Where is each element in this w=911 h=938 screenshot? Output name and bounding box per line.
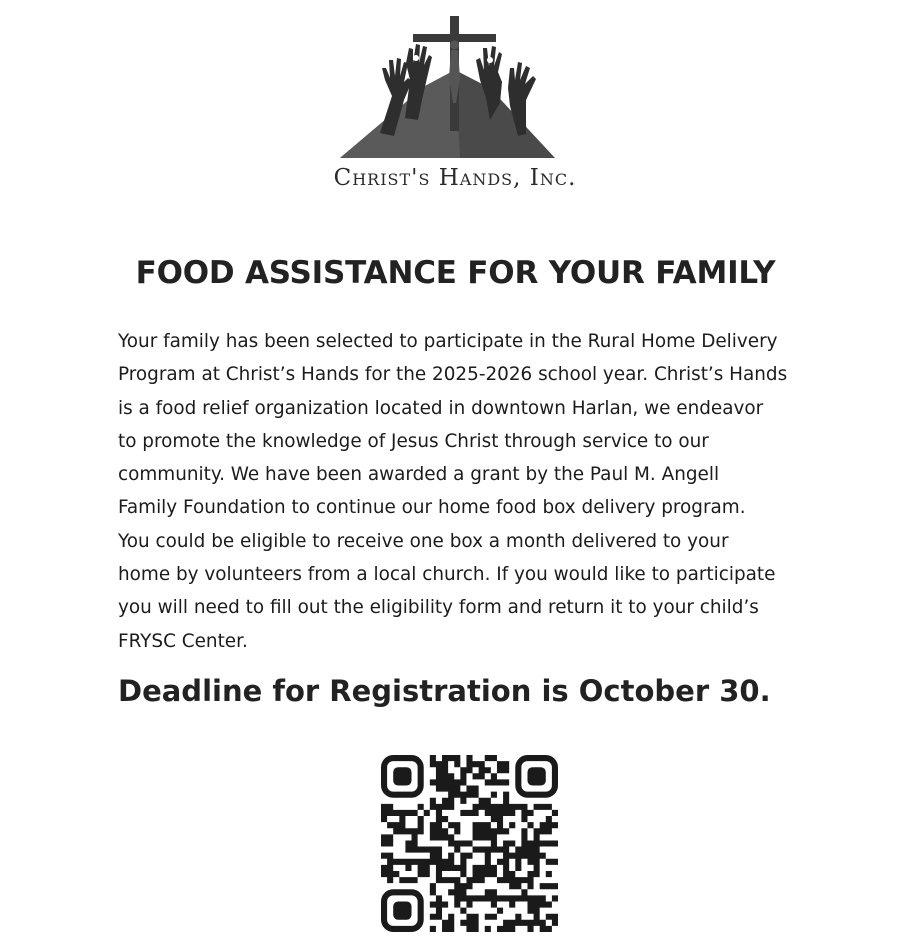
qr-code[interactable] [381,755,558,932]
qr-finder-pattern [384,892,421,929]
body-line: you will need to fill out the eligibility form and return it to your child’s [118,597,759,619]
body-line: FRYSC Center. [118,630,248,652]
body-paragraph [118,325,818,658]
page-title: FOOD ASSISTANCE FOR YOUR FAMILY [135,255,776,291]
body-line: You could be eligible to receive one box a month delivered to your [118,530,729,552]
cross-with-raised-hands-icon [330,8,580,168]
organization-name: Christ's Hands, Inc. [333,165,577,191]
body-line: home by volunteers from a local church. If you would like to participate [118,564,776,586]
body-line: Your family has been selected to participate in the Rural Home Delivery [118,331,778,352]
qr-code-icon [381,755,558,932]
body-line: Family Foundation to continue our home food box delivery program. [118,497,746,519]
qr-finder-pattern [384,758,421,795]
body-line: Program at Christ’s Hands for the 2025-2026 school year. Christ’s Hands [118,364,788,386]
qr-finder-pattern [518,758,555,795]
body-line: community. We have been awarded a grant by the Paul M. Angell [118,464,720,486]
registration-deadline: Deadline for Registration is October 30. [118,674,771,708]
body-line: is a food relief organization located in downtown Harlan, we endeavor [118,397,764,419]
body-line: to promote the knowledge of Jesus Christ through service to our [118,430,709,452]
